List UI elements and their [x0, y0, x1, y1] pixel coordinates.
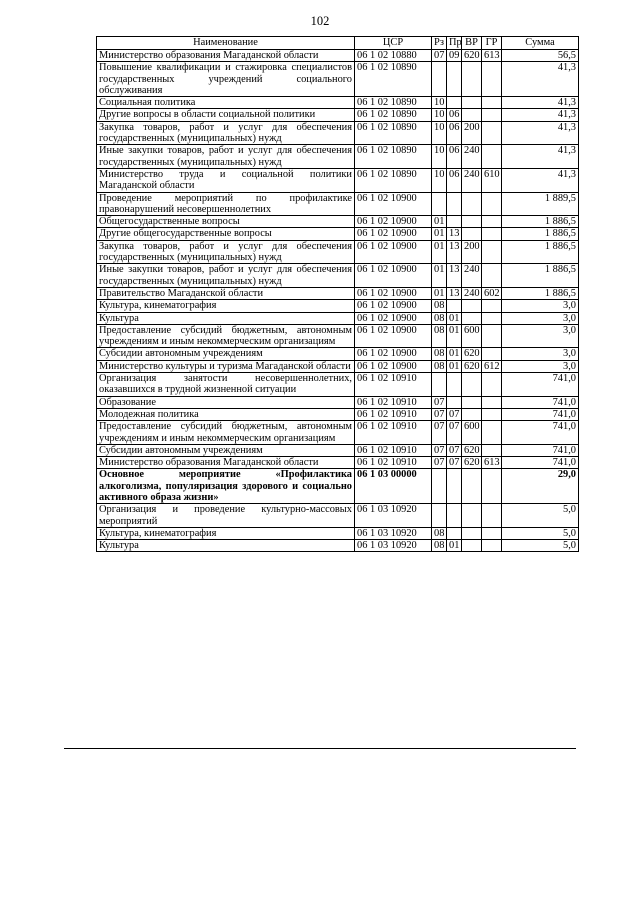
- header-pr: Пр: [447, 37, 462, 50]
- cell-gr: 602: [482, 287, 502, 299]
- cell-sum: 3,0: [502, 312, 579, 324]
- cell-sum: 41,3: [502, 97, 579, 109]
- cell-vr: [462, 469, 482, 504]
- cell-rz: 01: [432, 264, 447, 288]
- cell-sum: 41,3: [502, 121, 579, 145]
- cell-code: 06 1 02 10890: [355, 97, 432, 109]
- table-row: [97, 264, 579, 288]
- table-row: [97, 504, 579, 528]
- cell-name: Другие вопросы в области социальной политики: [97, 109, 355, 121]
- cell-rz: [432, 373, 447, 397]
- cell-name: Культура, кинематография: [97, 527, 355, 539]
- header-vr: ВР: [462, 37, 482, 50]
- cell-vr: [462, 312, 482, 324]
- cell-name: Основное мероприятие «Профилактика алкоголизма, популяризация здорового и социально активного образа жизни»: [97, 469, 355, 504]
- cell-pr: [447, 97, 462, 109]
- cell-pr: 09: [447, 50, 462, 62]
- cell-vr: 200: [462, 121, 482, 145]
- table-row: [97, 527, 579, 539]
- cell-gr: 613: [482, 457, 502, 469]
- cell-sum: 1 886,5: [502, 228, 579, 240]
- cell-sum: 1 886,5: [502, 287, 579, 299]
- header-gr: ГР: [482, 37, 502, 50]
- cell-sum: 741,0: [502, 408, 579, 420]
- cell-rz: 10: [432, 145, 447, 169]
- cell-code: 06 1 02 10910: [355, 444, 432, 456]
- cell-name: Культура: [97, 540, 355, 552]
- cell-vr: 240: [462, 168, 482, 192]
- cell-rz: 01: [432, 240, 447, 264]
- cell-pr: [447, 216, 462, 228]
- cell-gr: [482, 444, 502, 456]
- table-row: [97, 312, 579, 324]
- cell-code: 06 1 02 10900: [355, 228, 432, 240]
- cell-name: Молодежная политика: [97, 408, 355, 420]
- cell-rz: 08: [432, 348, 447, 360]
- cell-rz: 08: [432, 312, 447, 324]
- cell-gr: [482, 396, 502, 408]
- table-row: [97, 324, 579, 348]
- cell-pr: 01: [447, 348, 462, 360]
- cell-sum: 741,0: [502, 396, 579, 408]
- table-row: [97, 287, 579, 299]
- cell-pr: [447, 469, 462, 504]
- cell-rz: 08: [432, 360, 447, 372]
- cell-rz: [432, 504, 447, 528]
- header-name: Наименование: [97, 37, 355, 50]
- cell-gr: 613: [482, 50, 502, 62]
- cell-name: Министерство труда и социальной политики Магаданской области: [97, 168, 355, 192]
- cell-gr: [482, 527, 502, 539]
- cell-name: Субсидии автономным учреждениям: [97, 348, 355, 360]
- cell-gr: [482, 373, 502, 397]
- table-row: [97, 240, 579, 264]
- cell-sum: 741,0: [502, 457, 579, 469]
- cell-vr: [462, 62, 482, 97]
- cell-sum: 1 886,5: [502, 216, 579, 228]
- table-row: [97, 444, 579, 456]
- table-row: [97, 228, 579, 240]
- cell-name: Министерство образования Магаданской области: [97, 457, 355, 469]
- cell-pr: 13: [447, 287, 462, 299]
- cell-rz: 10: [432, 121, 447, 145]
- cell-sum: 5,0: [502, 504, 579, 528]
- cell-vr: 240: [462, 264, 482, 288]
- cell-gr: [482, 408, 502, 420]
- cell-gr: 610: [482, 168, 502, 192]
- cell-code: 06 1 02 10900: [355, 360, 432, 372]
- cell-gr: [482, 469, 502, 504]
- cell-pr: [447, 192, 462, 216]
- table-row: [97, 396, 579, 408]
- cell-rz: 10: [432, 97, 447, 109]
- cell-vr: [462, 408, 482, 420]
- cell-code: 06 1 02 10910: [355, 408, 432, 420]
- cell-pr: 07: [447, 408, 462, 420]
- cell-rz: 01: [432, 216, 447, 228]
- cell-pr: 06: [447, 109, 462, 121]
- cell-sum: 3,0: [502, 324, 579, 348]
- header-rz: Рз: [432, 37, 447, 50]
- cell-gr: [482, 348, 502, 360]
- cell-vr: [462, 228, 482, 240]
- cell-gr: [482, 540, 502, 552]
- cell-vr: [462, 97, 482, 109]
- table-row: [97, 97, 579, 109]
- cell-vr: 600: [462, 324, 482, 348]
- cell-code: 06 1 02 10880: [355, 50, 432, 62]
- cell-code: 06 1 02 10890: [355, 62, 432, 97]
- cell-sum: 41,3: [502, 168, 579, 192]
- cell-pr: 07: [447, 421, 462, 445]
- cell-code: 06 1 02 10900: [355, 312, 432, 324]
- cell-rz: 07: [432, 421, 447, 445]
- cell-code: 06 1 02 10900: [355, 264, 432, 288]
- cell-gr: [482, 228, 502, 240]
- cell-gr: [482, 421, 502, 445]
- table-row: [97, 469, 579, 504]
- cell-vr: 620: [462, 444, 482, 456]
- cell-code: 06 1 02 10890: [355, 121, 432, 145]
- cell-pr: 13: [447, 240, 462, 264]
- table-row: [97, 168, 579, 192]
- cell-vr: 240: [462, 145, 482, 169]
- cell-sum: 41,3: [502, 109, 579, 121]
- cell-rz: 10: [432, 168, 447, 192]
- cell-sum: 41,3: [502, 62, 579, 97]
- cell-gr: [482, 62, 502, 97]
- cell-vr: 600: [462, 421, 482, 445]
- cell-vr: [462, 216, 482, 228]
- cell-rz: 07: [432, 408, 447, 420]
- cell-pr: 01: [447, 540, 462, 552]
- cell-code: 06 1 02 10900: [355, 216, 432, 228]
- cell-pr: 06: [447, 121, 462, 145]
- table-row: [97, 348, 579, 360]
- cell-code: 06 1 02 10910: [355, 373, 432, 397]
- cell-name: Общегосударственные вопросы: [97, 216, 355, 228]
- cell-code: 06 1 02 10900: [355, 287, 432, 299]
- cell-pr: [447, 504, 462, 528]
- cell-name: Предоставление субсидий бюджетным, автономным учреждениям и иным некоммерческим организациям: [97, 421, 355, 445]
- cell-sum: 1 886,5: [502, 240, 579, 264]
- cell-code: 06 1 03 10920: [355, 540, 432, 552]
- cell-pr: 07: [447, 444, 462, 456]
- cell-sum: 41,3: [502, 145, 579, 169]
- cell-sum: 741,0: [502, 373, 579, 397]
- cell-sum: 741,0: [502, 444, 579, 456]
- cell-vr: [462, 527, 482, 539]
- cell-vr: 620: [462, 457, 482, 469]
- cell-vr: 620: [462, 348, 482, 360]
- cell-code: 06 1 02 10910: [355, 396, 432, 408]
- cell-gr: [482, 121, 502, 145]
- table-row: [97, 192, 579, 216]
- cell-vr: 620: [462, 50, 482, 62]
- cell-vr: [462, 396, 482, 408]
- cell-pr: [447, 373, 462, 397]
- cell-vr: 200: [462, 240, 482, 264]
- cell-gr: [482, 145, 502, 169]
- cell-code: 06 1 03 00000: [355, 469, 432, 504]
- cell-code: 06 1 02 10900: [355, 300, 432, 312]
- cell-vr: [462, 540, 482, 552]
- cell-code: 06 1 02 10890: [355, 109, 432, 121]
- cell-rz: 08: [432, 300, 447, 312]
- cell-rz: 08: [432, 324, 447, 348]
- cell-code: 06 1 02 10910: [355, 421, 432, 445]
- budget-table: [96, 36, 579, 552]
- cell-rz: 07: [432, 50, 447, 62]
- cell-code: 06 1 02 10890: [355, 145, 432, 169]
- table-row: [97, 216, 579, 228]
- table-row: [97, 300, 579, 312]
- cell-pr: 01: [447, 312, 462, 324]
- footer-divider: [64, 748, 576, 749]
- cell-sum: 741,0: [502, 421, 579, 445]
- cell-rz: 07: [432, 444, 447, 456]
- cell-rz: 01: [432, 287, 447, 299]
- cell-vr: 240: [462, 287, 482, 299]
- cell-vr: 620: [462, 360, 482, 372]
- cell-rz: 08: [432, 540, 447, 552]
- cell-rz: 07: [432, 457, 447, 469]
- cell-name: Министерство культуры и туризма Магаданской области: [97, 360, 355, 372]
- cell-code: 06 1 02 10900: [355, 192, 432, 216]
- cell-sum: 29,0: [502, 469, 579, 504]
- cell-rz: [432, 469, 447, 504]
- cell-sum: 5,0: [502, 527, 579, 539]
- cell-pr: 01: [447, 324, 462, 348]
- table-row: [97, 50, 579, 62]
- page-number: 102: [310, 14, 330, 28]
- cell-vr: [462, 109, 482, 121]
- table-header-row: [97, 37, 579, 50]
- cell-gr: [482, 300, 502, 312]
- cell-gr: [482, 312, 502, 324]
- cell-rz: 01: [432, 228, 447, 240]
- cell-gr: [482, 97, 502, 109]
- cell-name: Предоставление субсидий бюджетным, автономным учреждениям и иным некоммерческим организациям: [97, 324, 355, 348]
- header-csr: ЦСР: [355, 37, 432, 50]
- cell-name: Проведение мероприятий по профилактике правонарушений несовершеннолетних: [97, 192, 355, 216]
- cell-code: 06 1 02 10900: [355, 324, 432, 348]
- table-row: [97, 373, 579, 397]
- cell-code: 06 1 02 10910: [355, 457, 432, 469]
- cell-sum: 1 886,5: [502, 264, 579, 288]
- cell-pr: 06: [447, 145, 462, 169]
- cell-name: Правительство Магаданской области: [97, 287, 355, 299]
- table-row: [97, 457, 579, 469]
- cell-rz: [432, 192, 447, 216]
- cell-pr: [447, 396, 462, 408]
- cell-sum: 3,0: [502, 348, 579, 360]
- cell-name: Организация и проведение культурно-массовых мероприятий: [97, 504, 355, 528]
- table-row: [97, 421, 579, 445]
- cell-sum: 5,0: [502, 540, 579, 552]
- table-row: [97, 540, 579, 552]
- table-row: [97, 408, 579, 420]
- cell-rz: 10: [432, 109, 447, 121]
- cell-sum: 3,0: [502, 300, 579, 312]
- table-row: [97, 62, 579, 97]
- cell-name: Иные закупки товаров, работ и услуг для обеспечения государственных (муниципальных) нужд: [97, 264, 355, 288]
- cell-rz: 08: [432, 527, 447, 539]
- table-row: [97, 360, 579, 372]
- cell-name: Министерство образования Магаданской области: [97, 50, 355, 62]
- cell-code: 06 1 02 10900: [355, 348, 432, 360]
- cell-pr: 13: [447, 264, 462, 288]
- cell-code: 06 1 03 10920: [355, 527, 432, 539]
- cell-gr: 612: [482, 360, 502, 372]
- cell-code: 06 1 02 10890: [355, 168, 432, 192]
- cell-pr: 13: [447, 228, 462, 240]
- table-row: [97, 145, 579, 169]
- cell-pr: [447, 300, 462, 312]
- table-row: [97, 109, 579, 121]
- cell-gr: [482, 240, 502, 264]
- cell-sum: 1 889,5: [502, 192, 579, 216]
- cell-gr: [482, 504, 502, 528]
- cell-rz: 07: [432, 396, 447, 408]
- cell-pr: [447, 527, 462, 539]
- cell-name: Иные закупки товаров, работ и услуг для обеспечения государственных (муниципальных) нужд: [97, 145, 355, 169]
- cell-rz: [432, 62, 447, 97]
- cell-pr: 06: [447, 168, 462, 192]
- cell-name: Социальная политика: [97, 97, 355, 109]
- cell-sum: 56,5: [502, 50, 579, 62]
- cell-pr: [447, 62, 462, 97]
- cell-name: Культура, кинематография: [97, 300, 355, 312]
- cell-vr: [462, 192, 482, 216]
- cell-vr: [462, 373, 482, 397]
- cell-pr: 07: [447, 457, 462, 469]
- cell-code: 06 1 02 10900: [355, 240, 432, 264]
- cell-name: Повышение квалификации и стажировка специалистов государственных учреждений социального обслуживания: [97, 62, 355, 97]
- cell-gr: [482, 109, 502, 121]
- cell-name: Закупка товаров, работ и услуг для обеспечения государственных (муниципальных) нужд: [97, 121, 355, 145]
- cell-sum: 3,0: [502, 360, 579, 372]
- cell-name: Образование: [97, 396, 355, 408]
- cell-name: Субсидии автономным учреждениям: [97, 444, 355, 456]
- header-sum: Сумма: [502, 37, 579, 50]
- cell-code: 06 1 03 10920: [355, 504, 432, 528]
- cell-name: Закупка товаров, работ и услуг для обеспечения государственных (муниципальных) нужд: [97, 240, 355, 264]
- cell-name: Организация занятости несовершеннолетних, оказавшихся в трудной жизненной ситуации: [97, 373, 355, 397]
- cell-gr: [482, 216, 502, 228]
- cell-gr: [482, 324, 502, 348]
- cell-name: Культура: [97, 312, 355, 324]
- cell-vr: [462, 300, 482, 312]
- cell-gr: [482, 264, 502, 288]
- cell-name: Другие общегосударственные вопросы: [97, 228, 355, 240]
- cell-pr: 01: [447, 360, 462, 372]
- cell-gr: [482, 192, 502, 216]
- cell-vr: [462, 504, 482, 528]
- table-row: [97, 121, 579, 145]
